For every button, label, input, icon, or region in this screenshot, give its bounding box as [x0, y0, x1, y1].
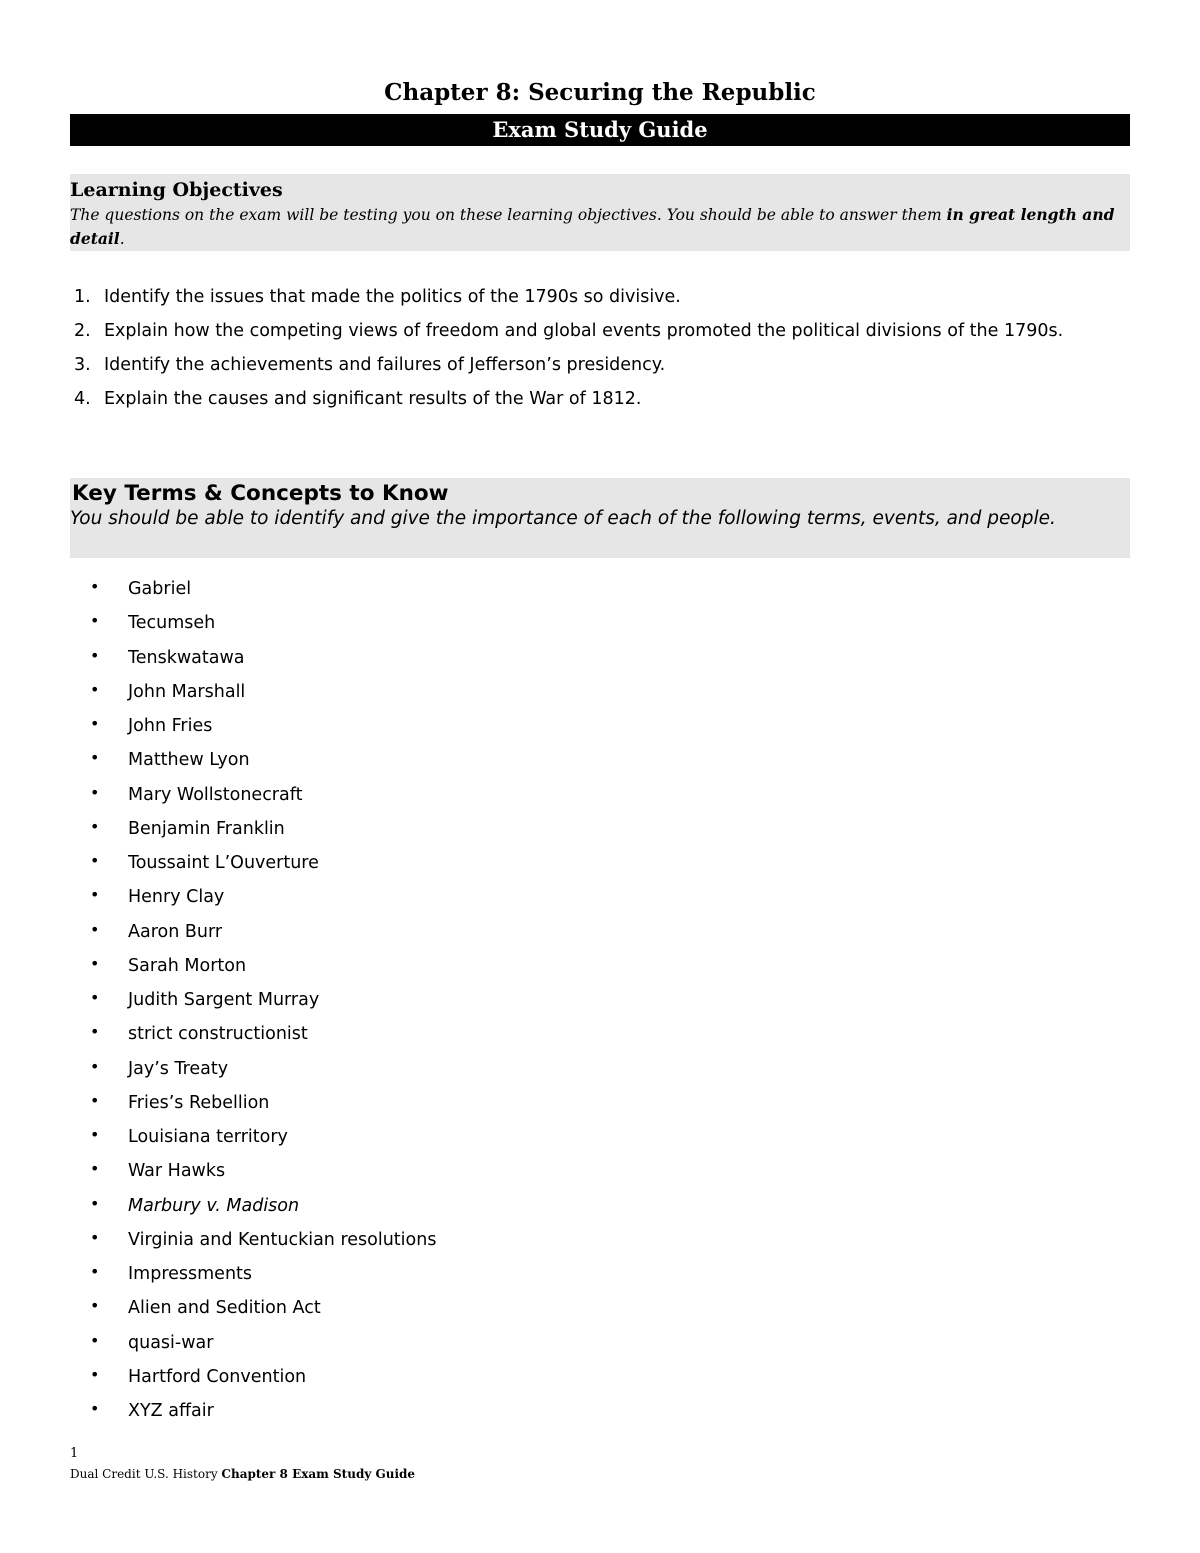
key-terms-box — [70, 478, 1130, 558]
term-item — [70, 1086, 1130, 1120]
term-text: Virginia and Kentuckian resolutions — [128, 1229, 437, 1250]
term-text: Tenskwatawa — [128, 647, 245, 668]
term-item — [70, 778, 1130, 812]
term-item — [70, 641, 1130, 675]
term-item — [70, 846, 1130, 880]
objective-item — [70, 314, 1130, 348]
bullet-icon: • — [90, 953, 100, 973]
bullet-icon: • — [90, 851, 100, 870]
term-text: strict constructionist — [128, 1024, 308, 1045]
term-text: Alien and Sedition Act — [128, 1298, 321, 1319]
bullet-icon: • — [90, 1056, 100, 1076]
term-text: Sarah Morton — [128, 955, 247, 976]
bullet-icon: • — [90, 1364, 100, 1384]
term-item — [70, 709, 1130, 743]
term-item — [70, 743, 1130, 777]
term-item — [70, 1189, 1130, 1223]
term-text: quasi-war — [128, 1332, 214, 1353]
bullet-icon: • — [90, 885, 100, 905]
bullet-icon: • — [90, 611, 100, 631]
term-text: Aaron Burr — [128, 921, 223, 942]
term-text: Matthew Lyon — [128, 750, 250, 771]
objectives-list — [70, 280, 1130, 416]
learning-objectives-box — [70, 174, 1130, 251]
bullet-icon: • — [90, 679, 100, 699]
bullet-icon: • — [90, 919, 100, 939]
term-text: Judith Sargent Murray — [128, 990, 320, 1010]
bullet-icon: • — [90, 714, 100, 733]
bullet-icon: • — [90, 1296, 100, 1316]
term-item — [70, 675, 1130, 709]
term-item — [70, 1326, 1130, 1360]
term-item — [70, 606, 1130, 640]
term-text: Fries’s Rebellion — [128, 1092, 270, 1113]
objective-number: 3. — [74, 355, 91, 375]
term-item — [70, 1360, 1130, 1394]
bullet-icon: • — [90, 645, 100, 665]
term-item — [70, 1154, 1130, 1188]
objective-item — [70, 348, 1130, 382]
term-item — [70, 1120, 1130, 1154]
term-text: Hartford Convention — [128, 1366, 307, 1387]
bullet-icon: • — [90, 748, 100, 768]
lo-desc-end: . — [119, 230, 125, 248]
term-item — [70, 915, 1130, 949]
objective-number: 1. — [74, 287, 91, 307]
term-text: Benjamin Franklin — [128, 818, 285, 839]
term-text: XYZ affair — [128, 1401, 214, 1421]
term-item — [70, 1257, 1130, 1291]
objective-number: 2. — [74, 321, 91, 341]
term-text: War Hawks — [128, 1161, 226, 1182]
term-text: Tecumseh — [128, 613, 216, 634]
objective-text: Identify the issues that made the politics of the 1790s so divisive. — [104, 287, 681, 307]
bullet-icon: • — [90, 1125, 100, 1144]
bullet-icon: • — [90, 1399, 100, 1418]
bullet-icon: • — [90, 1330, 100, 1350]
term-item — [70, 949, 1130, 983]
bullet-icon: • — [90, 1227, 100, 1247]
page-footer — [70, 1466, 415, 1482]
term-text: Mary Wollstonecraft — [128, 784, 303, 805]
page-number: 1 — [70, 1446, 79, 1461]
term-item — [70, 1394, 1130, 1428]
term-text: John Marshall — [128, 681, 246, 702]
term-item — [70, 1052, 1130, 1086]
term-text: Marbury v. Madison — [128, 1195, 300, 1216]
key-terms-heading: Key Terms & Concepts to Know — [72, 481, 449, 506]
term-item — [70, 572, 1130, 606]
bullet-icon: • — [90, 988, 100, 1007]
term-text: Jay’s Treaty — [128, 1058, 229, 1079]
term-text: Impressments — [128, 1264, 253, 1284]
lo-desc-plain: The questions on the exam will be testing you on these learning objectives. You should be able to answer them — [70, 206, 947, 224]
learning-objectives-description — [70, 203, 1130, 251]
document-title: Chapter 8: Securing the Republic — [384, 79, 816, 106]
objective-text: Explain how the competing views of freedom and global events promoted the political divisions of the 1790s. — [104, 321, 1064, 341]
term-item — [70, 1017, 1130, 1051]
term-text: Gabriel — [128, 579, 192, 599]
bullet-icon: • — [90, 816, 100, 836]
term-text: Toussaint L’Ouverture — [128, 853, 319, 873]
objective-number: 4. — [74, 389, 91, 409]
objective-text: Explain the causes and significant results of the War of 1812. — [104, 389, 642, 409]
learning-objectives-heading: Learning Objectives — [70, 179, 283, 201]
term-item — [70, 812, 1130, 846]
objective-item — [70, 382, 1130, 416]
exam-study-guide-banner: Exam Study Guide — [70, 114, 1130, 146]
bullet-icon: • — [90, 1193, 100, 1213]
key-terms-list — [70, 572, 1130, 1428]
bullet-icon: • — [90, 782, 100, 802]
term-item — [70, 1291, 1130, 1325]
term-text: Louisiana territory — [128, 1127, 288, 1147]
bullet-icon: • — [90, 1090, 100, 1110]
term-item — [70, 880, 1130, 914]
term-text: John Fries — [128, 716, 213, 736]
objective-item — [70, 280, 1130, 314]
footer-guide-name: Chapter 8 Exam Study Guide — [221, 1467, 416, 1481]
term-text: Henry Clay — [128, 887, 225, 908]
bullet-icon: • — [90, 1262, 100, 1281]
bullet-icon: • — [90, 1022, 100, 1042]
term-item — [70, 983, 1130, 1017]
key-terms-description: You should be able to identify and give the importance of each of the following terms, events, and people. — [70, 508, 1056, 529]
term-item — [70, 1223, 1130, 1257]
lo-desc-bold: in great length and detail — [70, 205, 1115, 248]
objective-text: Identify the achievements and failures of Jefferson’s presidency. — [104, 355, 666, 375]
footer-course: Dual Credit U.S. History — [70, 1467, 222, 1481]
bullet-icon: • — [90, 1159, 100, 1179]
bullet-icon: • — [90, 577, 100, 596]
